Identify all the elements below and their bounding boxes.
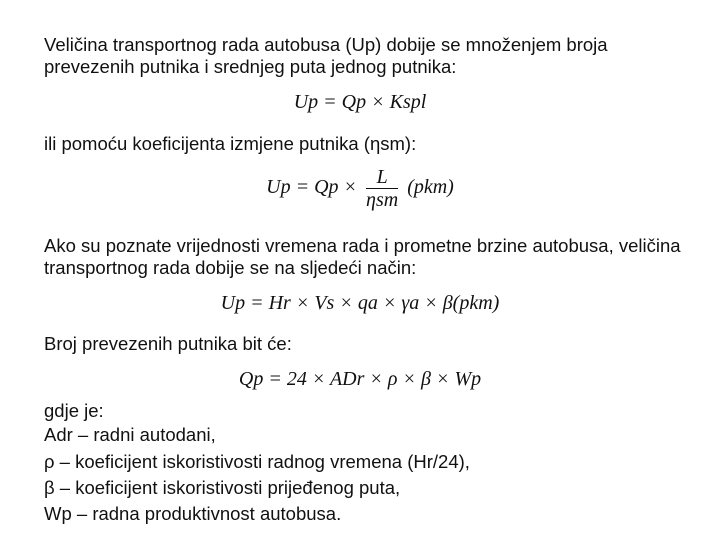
fraction-denominator: ηsm [366, 189, 399, 211]
definition-wp: Wp – radna produktivnost autobusa. [44, 503, 342, 524]
equation-up-fraction [0, 166, 720, 211]
definition-adr: Adr – radni autodani, [44, 424, 216, 445]
definition-beta: β – koeficijent iskoristivosti prijeđenog puta, [44, 477, 401, 498]
gdje-label: gdje je: [44, 400, 104, 421]
equation-left: Up = Qp × [266, 176, 358, 199]
intro-line-1: Veličina transportnog rada autobusa (Up) dobije se množenjem broja [44, 34, 608, 55]
equation-qp: Qp = 24 × ADr × ρ × β × Wp [238, 368, 482, 390]
equation-up-kspl: Up = Qp × Kspl [293, 91, 427, 113]
intro-line-2: prevezenih putnika i srednjeg puta jednog putnika: [44, 56, 457, 77]
equation-unit: (pkm) [407, 176, 454, 199]
fraction [366, 166, 398, 211]
broj-line: Broj prevezenih putnika bit će: [44, 333, 292, 354]
equation-up-hr: Up = Hr × Vs × qa × γa × β(pkm) [220, 292, 500, 314]
fraction-numerator: L [366, 166, 398, 189]
brzina-line-1: Ako su poznate vrijednosti vremena rada i prometne brzine autobusa, veličina [44, 235, 681, 256]
brzina-line-2: transportnog rada dobije se na sljedeći način: [44, 257, 417, 278]
koeficijent-line: ili pomoću koeficijenta izmjene putnika (ηsm): [44, 133, 417, 154]
definition-rho: ρ – koeficijent iskoristivosti radnog vremena (Hr/24), [44, 451, 470, 472]
